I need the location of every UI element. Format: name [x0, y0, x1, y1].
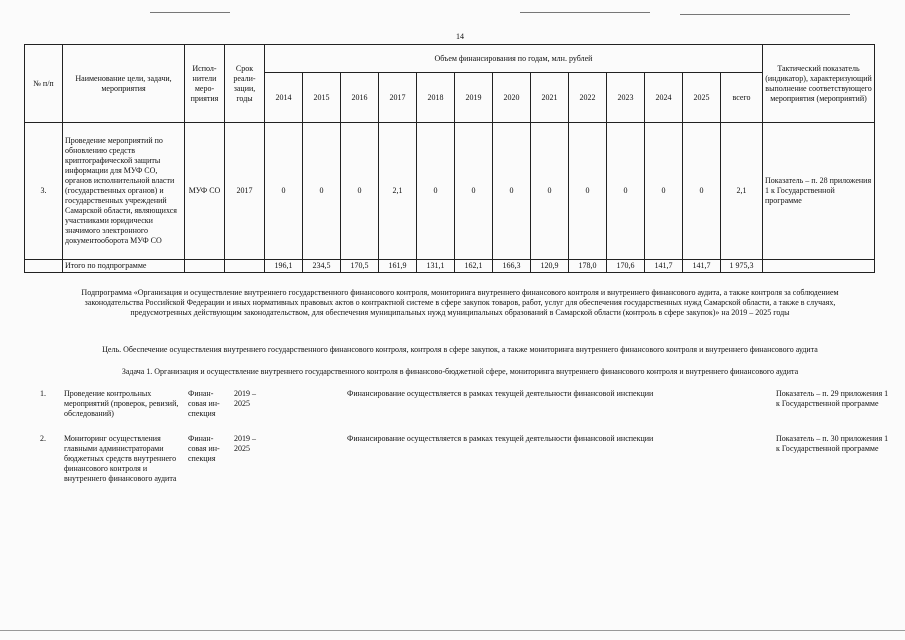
year-total-cell: всего: [721, 73, 763, 123]
year-cell: 2022: [569, 73, 607, 123]
value-cell: 0: [607, 123, 645, 260]
item-num: 1.: [40, 389, 46, 398]
value-cell: 0: [645, 123, 683, 260]
scan-line: [520, 12, 650, 13]
item-funding: Финансирование осуществляется в рамках текущей деятельности финансовой инспекции: [347, 389, 654, 398]
total-row: [25, 260, 875, 273]
row-term: 2017: [225, 123, 265, 260]
total-cell: 131,1: [417, 260, 455, 273]
header-funding: Объем финансирования по годам, млн. рублей: [265, 45, 763, 73]
year-cell: 2017: [379, 73, 417, 123]
total-cell: 141,7: [645, 260, 683, 273]
header-num: № п/п: [25, 45, 63, 123]
value-cell: 0: [569, 123, 607, 260]
row-num: 3.: [25, 123, 63, 260]
year-cell: 2023: [607, 73, 645, 123]
value-cell: 0: [341, 123, 379, 260]
row-executor: МУФ СО: [185, 123, 225, 260]
goal-text: Цель. Обеспечение осуществления внутреннего государственного финансового контроля, контроля в сфере закупок, а также мониторинга внутреннего финансового контроля и внутреннего финансового аудита: [102, 345, 818, 354]
item-indicator: Показатель – п. 29 приложения 1 к Государственной программе: [776, 389, 889, 408]
value-cell: 0: [455, 123, 493, 260]
item-name: Проведение контрольных мероприятий (проверок, ревизий, обследований): [64, 389, 179, 418]
total-cell: 162,1: [455, 260, 493, 273]
item-indicator: Показатель – п. 30 приложения 1 к Государственной программе: [776, 434, 889, 453]
item-executor: Финан-совая ин-спекция: [188, 389, 220, 418]
item-term: 2019 – 2025: [234, 434, 256, 453]
total-cell: 1 975,3: [721, 260, 763, 273]
task-text: Задача 1. Организация и осуществление внутреннего государственного контроля в финансово-бюджетной сфере, мониторинга внутреннего финансового контроля и внутреннего финансового аудита: [121, 367, 799, 376]
total-cell: 196,1: [265, 260, 303, 273]
value-cell: 0: [417, 123, 455, 260]
year-cell: 2021: [531, 73, 569, 123]
header-term: Срок реали-зации, годы: [225, 45, 265, 123]
scan-line: [680, 14, 850, 15]
table-row: [25, 123, 875, 260]
year-cell: 2014: [265, 73, 303, 123]
header-executor: Испол-нители меро-приятия: [185, 45, 225, 123]
total-cell: 178,0: [569, 260, 607, 273]
year-cell: 2015: [303, 73, 341, 123]
page-number: 14: [456, 32, 464, 41]
value-cell: 0: [493, 123, 531, 260]
total-cell: 234,5: [303, 260, 341, 273]
value-total-cell: 2,1: [721, 123, 763, 260]
year-cell: 2019: [455, 73, 493, 123]
value-cell: 0: [683, 123, 721, 260]
year-cell: 2016: [341, 73, 379, 123]
item-name: Мониторинг осуществления главными администраторами бюджетных средств внутреннего финансового контроля и внутреннего финансового аудита: [64, 434, 177, 483]
item-term: 2019 – 2025: [234, 389, 256, 408]
total-cell: 166,3: [493, 260, 531, 273]
item-funding: Финансирование осуществляется в рамках текущей деятельности финансовой инспекции: [347, 434, 654, 443]
scan-edge: [0, 630, 905, 631]
funding-table: [24, 44, 875, 273]
total-cell: 170,5: [341, 260, 379, 273]
value-cell: 2,1: [379, 123, 417, 260]
total-cell: 161,9: [379, 260, 417, 273]
item-executor: Финан-совая ин-спекция: [188, 434, 220, 463]
value-cell: 0: [303, 123, 341, 260]
year-cell: 2020: [493, 73, 531, 123]
value-cell: 0: [265, 123, 303, 260]
scan-line: [150, 12, 230, 13]
header-name: Наименование цели, задачи, мероприятия: [63, 45, 185, 123]
year-cell: 2018: [417, 73, 455, 123]
year-cell: 2025: [683, 73, 721, 123]
subprogram-title: Подпрограмма «Организация и осуществление внутреннего государственного финансового контроля, мониторинга внутреннего финансового контроля и внутреннего финансового аудита, а также контроля за соблюдением законодательства Российской Федерации и иных нормативных правовых актов о контрактной системе в сфере закупок товаров, работ, услуг для обеспечения государственных нужд Самарской области, а также в случаях, предусмотренных действующим законодательством, для обеспечения муниципальных нужд муниципальных образований в Самарской области (контроль в сфере закупок)» на 2019 – 2025 годы: [81, 288, 839, 317]
total-cell: 120,9: [531, 260, 569, 273]
total-label: Итого по подпрограмме: [63, 260, 185, 273]
total-cell: 141,7: [683, 260, 721, 273]
value-cell: 0: [531, 123, 569, 260]
year-cell: 2024: [645, 73, 683, 123]
total-cell: 170,6: [607, 260, 645, 273]
header-indicator: Тактический показатель (индикатор), характеризующий выполнение соответствующего мероприятия (мероприятий): [763, 45, 875, 123]
item-num: 2.: [40, 434, 46, 443]
row-name: Проведение мероприятий по обновлению средств криптографической защиты информации для МУФ СО, органов исполнительной власти (государственных органов) и государственных учреждений Самарской области, являющихся участниками юридически значимого электронного документооборота МУФ СО: [63, 123, 185, 260]
row-indicator: Показатель – п. 28 приложения 1 к Государственной программе: [763, 123, 875, 260]
